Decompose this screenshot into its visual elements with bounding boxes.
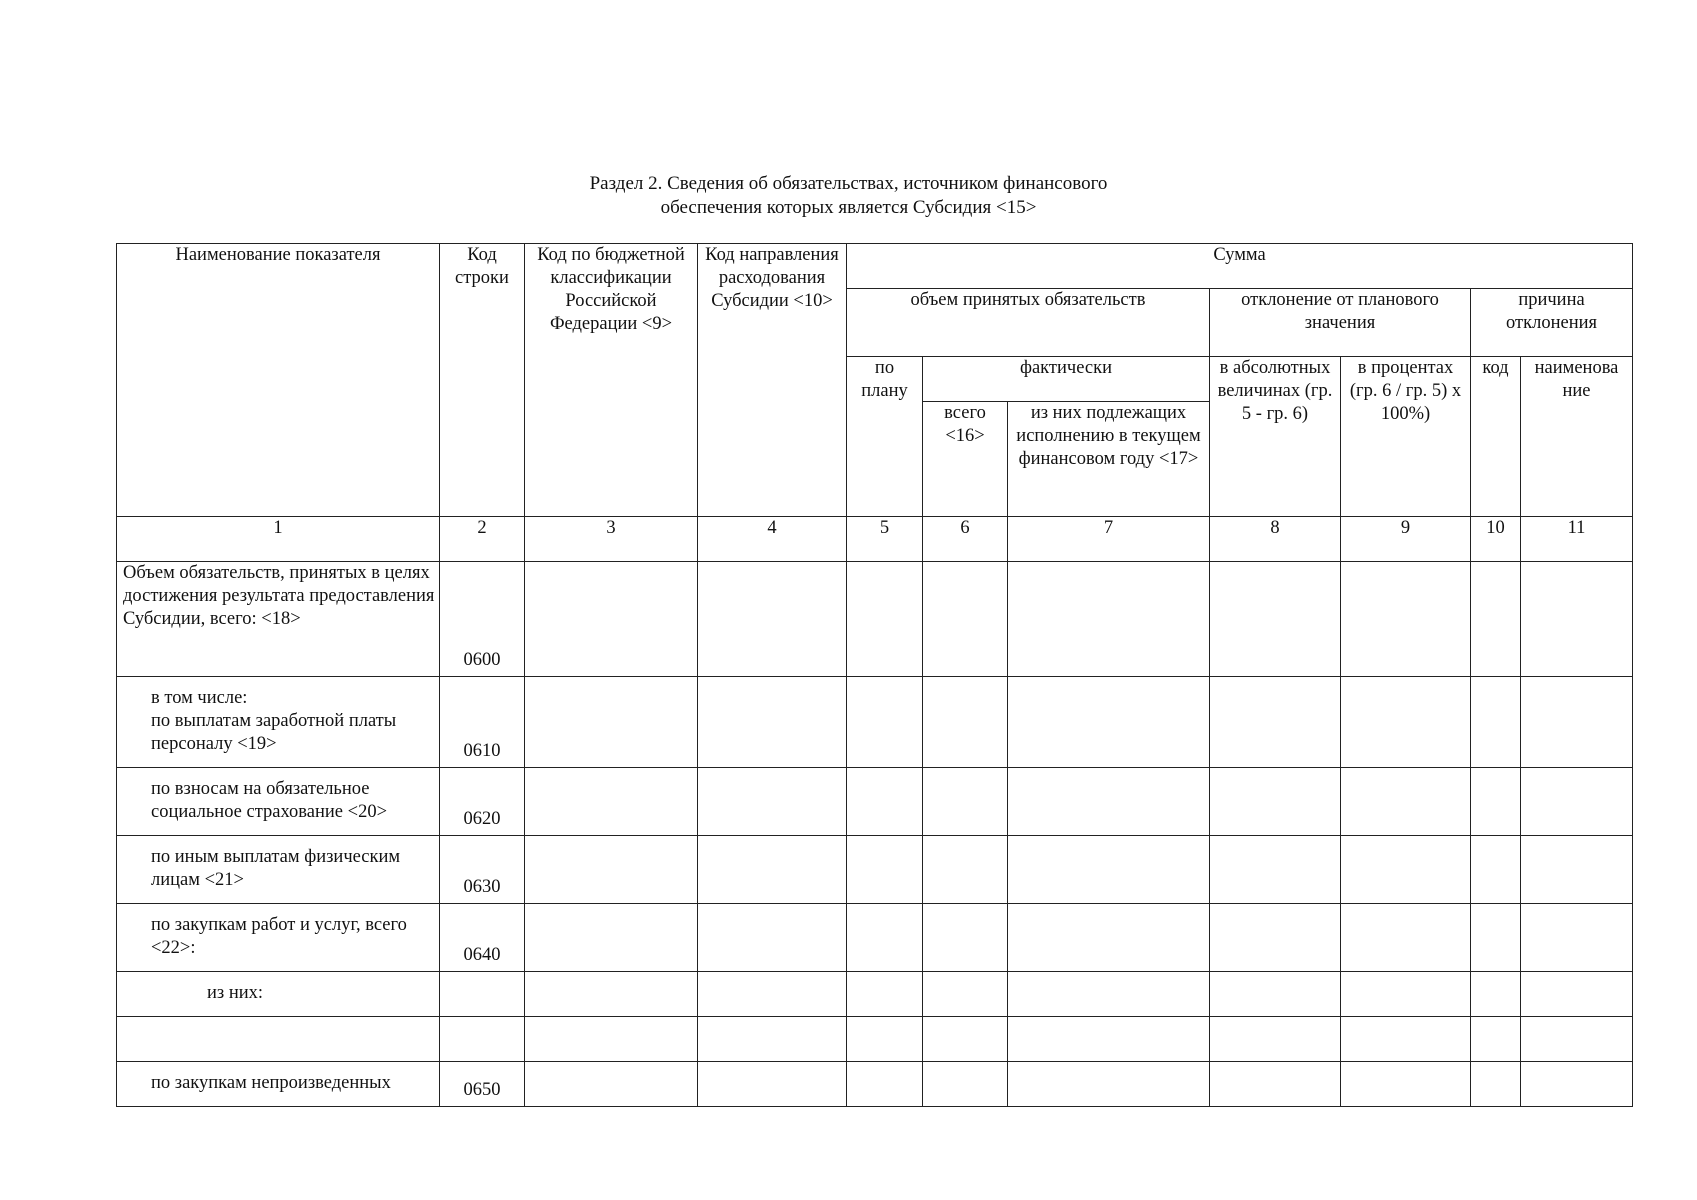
- table-cell[interactable]: [923, 562, 1008, 677]
- obligations-table: [116, 243, 1633, 1107]
- table-cell[interactable]: [525, 972, 698, 1017]
- table-cell[interactable]: [923, 836, 1008, 904]
- table-row: [117, 836, 1633, 904]
- table-cell[interactable]: [525, 1017, 698, 1062]
- table-cell[interactable]: [1210, 972, 1341, 1017]
- table-cell[interactable]: [1341, 768, 1471, 836]
- header-sum: Сумма: [847, 244, 1633, 289]
- table-cell[interactable]: [1008, 904, 1210, 972]
- table-row: [117, 768, 1633, 836]
- table-cell[interactable]: [847, 904, 923, 972]
- table-cell[interactable]: [847, 1062, 923, 1107]
- table-cell[interactable]: [1521, 904, 1633, 972]
- table-cell[interactable]: [1521, 1017, 1633, 1062]
- header-planned: по плану: [847, 357, 923, 517]
- table-cell[interactable]: [1521, 972, 1633, 1017]
- row-name: [117, 677, 440, 768]
- table-cell[interactable]: [923, 1062, 1008, 1107]
- table-cell[interactable]: [1341, 1017, 1471, 1062]
- table-cell[interactable]: [698, 768, 847, 836]
- table-cell[interactable]: [1210, 1062, 1341, 1107]
- table-cell[interactable]: [525, 1062, 698, 1107]
- column-number: 8: [1210, 517, 1341, 562]
- column-number: 5: [847, 517, 923, 562]
- table-cell[interactable]: [847, 677, 923, 768]
- table-cell[interactable]: [525, 677, 698, 768]
- table-cell[interactable]: [1471, 562, 1521, 677]
- row-code: 0650: [440, 1062, 525, 1107]
- table-cell[interactable]: [1008, 1017, 1210, 1062]
- table-cell[interactable]: [525, 904, 698, 972]
- row-name-text: по выплатам заработной платы персоналу <19>: [151, 711, 397, 754]
- table-cell[interactable]: [1008, 836, 1210, 904]
- table-cell[interactable]: [1521, 836, 1633, 904]
- table-cell[interactable]: [1008, 562, 1210, 677]
- table-cell[interactable]: [847, 562, 923, 677]
- table-cell[interactable]: [923, 1017, 1008, 1062]
- table-cell[interactable]: [525, 836, 698, 904]
- table-cell[interactable]: [847, 1017, 923, 1062]
- table-cell[interactable]: [847, 836, 923, 904]
- table-cell[interactable]: [698, 1017, 847, 1062]
- table-cell[interactable]: [698, 904, 847, 972]
- row-name: Объем обязательств, принятых в целях достижения результата предоставления Субсидии, всего: <18>: [117, 562, 440, 677]
- column-number: 10: [1471, 517, 1521, 562]
- row-code: 0600: [440, 562, 525, 677]
- header-percent: в процентах (гр. 6 / гр. 5) x 100%): [1341, 357, 1471, 517]
- table-cell[interactable]: [1521, 677, 1633, 768]
- table-row: [117, 677, 1633, 768]
- table-cell[interactable]: [525, 768, 698, 836]
- section-title-line-1: Раздел 2. Сведения об обязательствах, источником финансового: [589, 173, 1108, 194]
- column-number: 4: [698, 517, 847, 562]
- table-cell[interactable]: [1471, 972, 1521, 1017]
- row-name: [117, 1017, 440, 1062]
- table-cell[interactable]: [1210, 904, 1341, 972]
- header-row-1: [117, 244, 1633, 289]
- table-cell[interactable]: [1341, 1062, 1471, 1107]
- table-row: [117, 1017, 1633, 1062]
- table-cell[interactable]: [1521, 1062, 1633, 1107]
- table-cell[interactable]: [1210, 677, 1341, 768]
- header-deviation-from-plan: отклонение от планового значения: [1210, 289, 1471, 357]
- table-cell[interactable]: [1008, 1062, 1210, 1107]
- table-cell[interactable]: [923, 677, 1008, 768]
- table-cell[interactable]: [698, 1062, 847, 1107]
- table-cell[interactable]: [698, 562, 847, 677]
- row-name: из них:: [117, 972, 440, 1017]
- table-cell[interactable]: [1210, 836, 1341, 904]
- table-cell[interactable]: [1471, 768, 1521, 836]
- column-number: 3: [525, 517, 698, 562]
- table-cell[interactable]: [847, 768, 923, 836]
- row-name: по взносам на обязательное социальное страхование <20>: [117, 768, 440, 836]
- row-name: по закупкам работ и услуг, всего <22>:: [117, 904, 440, 972]
- table-cell[interactable]: [1341, 836, 1471, 904]
- table-row: [117, 904, 1633, 972]
- row-code: 0610: [440, 677, 525, 768]
- column-number: 11: [1521, 517, 1633, 562]
- header-reason-name: наименова ние: [1521, 357, 1633, 517]
- table-cell[interactable]: [698, 972, 847, 1017]
- row-name: по иным выплатам физическим лицам <21>: [117, 836, 440, 904]
- table-cell[interactable]: [1471, 904, 1521, 972]
- table-row: [117, 562, 1633, 677]
- table-cell[interactable]: [1008, 677, 1210, 768]
- section-title-line-2: обеспечения которых является Субсидия <15>: [660, 197, 1037, 218]
- table-row: [117, 1062, 1633, 1107]
- table-cell[interactable]: [698, 677, 847, 768]
- table-cell[interactable]: [525, 562, 698, 677]
- column-number: 2: [440, 517, 525, 562]
- table-cell[interactable]: [1341, 904, 1471, 972]
- column-number: 9: [1341, 517, 1471, 562]
- table-cell[interactable]: [847, 972, 923, 1017]
- column-numbers-row: [117, 517, 1633, 562]
- row-code: 0640: [440, 904, 525, 972]
- table-cell[interactable]: [923, 972, 1008, 1017]
- table-cell[interactable]: [1210, 768, 1341, 836]
- row-code: [440, 1017, 525, 1062]
- table-cell[interactable]: [1521, 768, 1633, 836]
- table-cell[interactable]: [1341, 562, 1471, 677]
- header-obligations-accepted: объем принятых обязательств: [847, 289, 1210, 357]
- header-spending-direction-code: Код направления расходования Субсидии <10>: [698, 244, 847, 517]
- table-cell[interactable]: [1210, 1017, 1341, 1062]
- table-cell[interactable]: [923, 768, 1008, 836]
- row-name-prefix: в том числе:: [151, 688, 248, 708]
- column-number: 1: [117, 517, 440, 562]
- header-actual-current-year: из них подлежащих исполнению в текущем финансовом году <17>: [1008, 402, 1210, 517]
- table-row: [117, 972, 1633, 1017]
- header-absolute: в абсолютных величинах (гр. 5 - гр. 6): [1210, 357, 1341, 517]
- table-cell[interactable]: [1471, 1062, 1521, 1107]
- header-actual-total: всего <16>: [923, 402, 1008, 517]
- header-budget-class-code: Код по бюджетной классификации Российской Федерации <9>: [525, 244, 698, 517]
- header-indicator-name: Наименование показателя: [117, 244, 440, 517]
- column-number: 7: [1008, 517, 1210, 562]
- row-code: 0620: [440, 768, 525, 836]
- table-cell[interactable]: [1471, 1017, 1521, 1062]
- table-cell[interactable]: [698, 836, 847, 904]
- table-cell[interactable]: [1341, 677, 1471, 768]
- table-cell[interactable]: [923, 904, 1008, 972]
- table-cell[interactable]: [1471, 836, 1521, 904]
- row-code: 0630: [440, 836, 525, 904]
- table-cell[interactable]: [1008, 972, 1210, 1017]
- table-cell[interactable]: [1471, 677, 1521, 768]
- table-cell[interactable]: [1210, 562, 1341, 677]
- header-actual: фактически: [923, 357, 1210, 402]
- header-row-code: Код строки: [440, 244, 525, 517]
- row-name: по закупкам непроизведенных: [117, 1062, 440, 1107]
- header-reason-code: код: [1471, 357, 1521, 517]
- row-code: [440, 972, 525, 1017]
- column-number: 6: [923, 517, 1008, 562]
- table-cell[interactable]: [1341, 972, 1471, 1017]
- section-title: [0, 172, 1697, 220]
- table-cell[interactable]: [1521, 562, 1633, 677]
- header-deviation-reason: причина отклонения: [1471, 289, 1633, 357]
- table-cell[interactable]: [1008, 768, 1210, 836]
